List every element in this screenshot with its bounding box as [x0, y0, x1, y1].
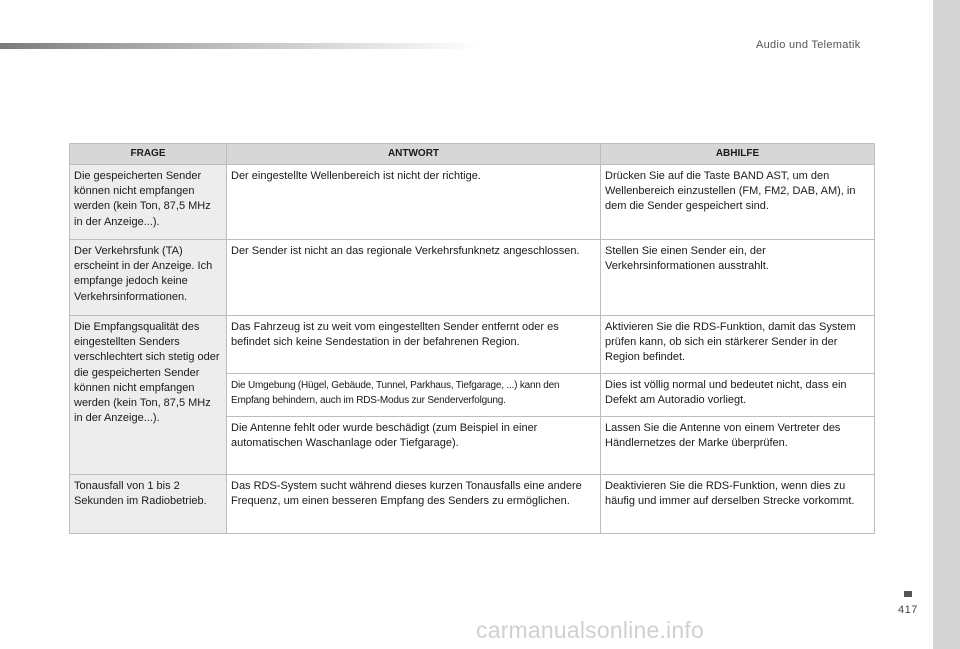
answer-cell: Das RDS-System sucht während dieses kurzen Tonausfalls eine andere Frequenz, um einen besseren Empfang des Senders zu ermöglichen.	[227, 475, 601, 534]
table-row	[70, 475, 875, 534]
remedy-cell: Dies ist völlig normal und bedeutet nicht, dass ein Defekt am Autoradio vorliegt.	[601, 374, 875, 417]
table-row	[70, 165, 875, 240]
answer-cell: Das Fahrzeug ist zu weit vom eingestellten Sender entfernt oder es befindet sich keine Sendestation in der befahrenen Region.	[227, 316, 601, 374]
answer-cell: Der Sender ist nicht an das regionale Verkehrsfunknetz angeschlossen.	[227, 240, 601, 316]
question-cell: Tonausfall von 1 bis 2 Sekunden im Radiobetrieb.	[70, 475, 227, 534]
answer-cell: Die Umgebung (Hügel, Gebäude, Tunnel, Parkhaus, Tiefgarage, ...) kann den Empfang behindern, auch im RDS-Modus zur Senderverfolgung.	[227, 374, 601, 417]
remedy-cell: Lassen Sie die Antenne von einem Vertreter des Händlernetzes der Marke überprüfen.	[601, 417, 875, 475]
faq-table	[69, 143, 875, 534]
right-margin-bar	[933, 0, 960, 649]
page-number: 417	[898, 604, 918, 616]
remedy-cell: Drücken Sie auf die Taste BAND AST, um den Wellenbereich einzustellen (FM, FM2, DAB, AM), in dem die Sender gespeichert sind.	[601, 165, 875, 240]
question-cell: Die gespeicherten Sender können nicht empfangen werden (kein Ton, 87,5 MHz in der Anzeige...).	[70, 165, 227, 240]
answer-cell: Die Antenne fehlt oder wurde beschädigt (zum Beispiel in einer automatischen Waschanlage oder Tiefgarage).	[227, 417, 601, 475]
question-cell: Der Verkehrsfunk (TA) erscheint in der Anzeige. Ich empfange jedoch keine Verkehrsinformationen.	[70, 240, 227, 316]
answer-cell: Der eingestellte Wellenbereich ist nicht der richtige.	[227, 165, 601, 240]
table-row	[70, 240, 875, 316]
section-title: Audio und Telematik	[756, 39, 861, 51]
remedy-cell: Aktivieren Sie die RDS-Funktion, damit das System prüfen kann, ob sich ein stärkerer Sender in der Region befindet.	[601, 316, 875, 374]
question-cell: Die Empfangsqualität des eingestellten Senders verschlechtert sich stetig oder die gespeicherten Sender können nicht empfangen werden (kein Ton, 87,5 MHz in der Anzeige...).	[70, 316, 227, 475]
remedy-cell: Deaktivieren Sie die RDS-Funktion, wenn dies zu häufig und immer auf derselben Strecke vorkommt.	[601, 475, 875, 534]
column-header-antwort: ANTWORT	[227, 144, 601, 165]
watermark: carmanualsonline.info	[476, 617, 704, 643]
page-marker-icon	[904, 591, 912, 597]
table-header-row	[70, 144, 875, 165]
column-header-abhilfe: ABHILFE	[601, 144, 875, 165]
table-row	[70, 316, 875, 374]
remedy-cell: Stellen Sie einen Sender ein, der Verkehrsinformationen ausstrahlt.	[601, 240, 875, 316]
column-header-frage: FRAGE	[70, 144, 227, 165]
header-gradient-bar	[0, 43, 480, 49]
